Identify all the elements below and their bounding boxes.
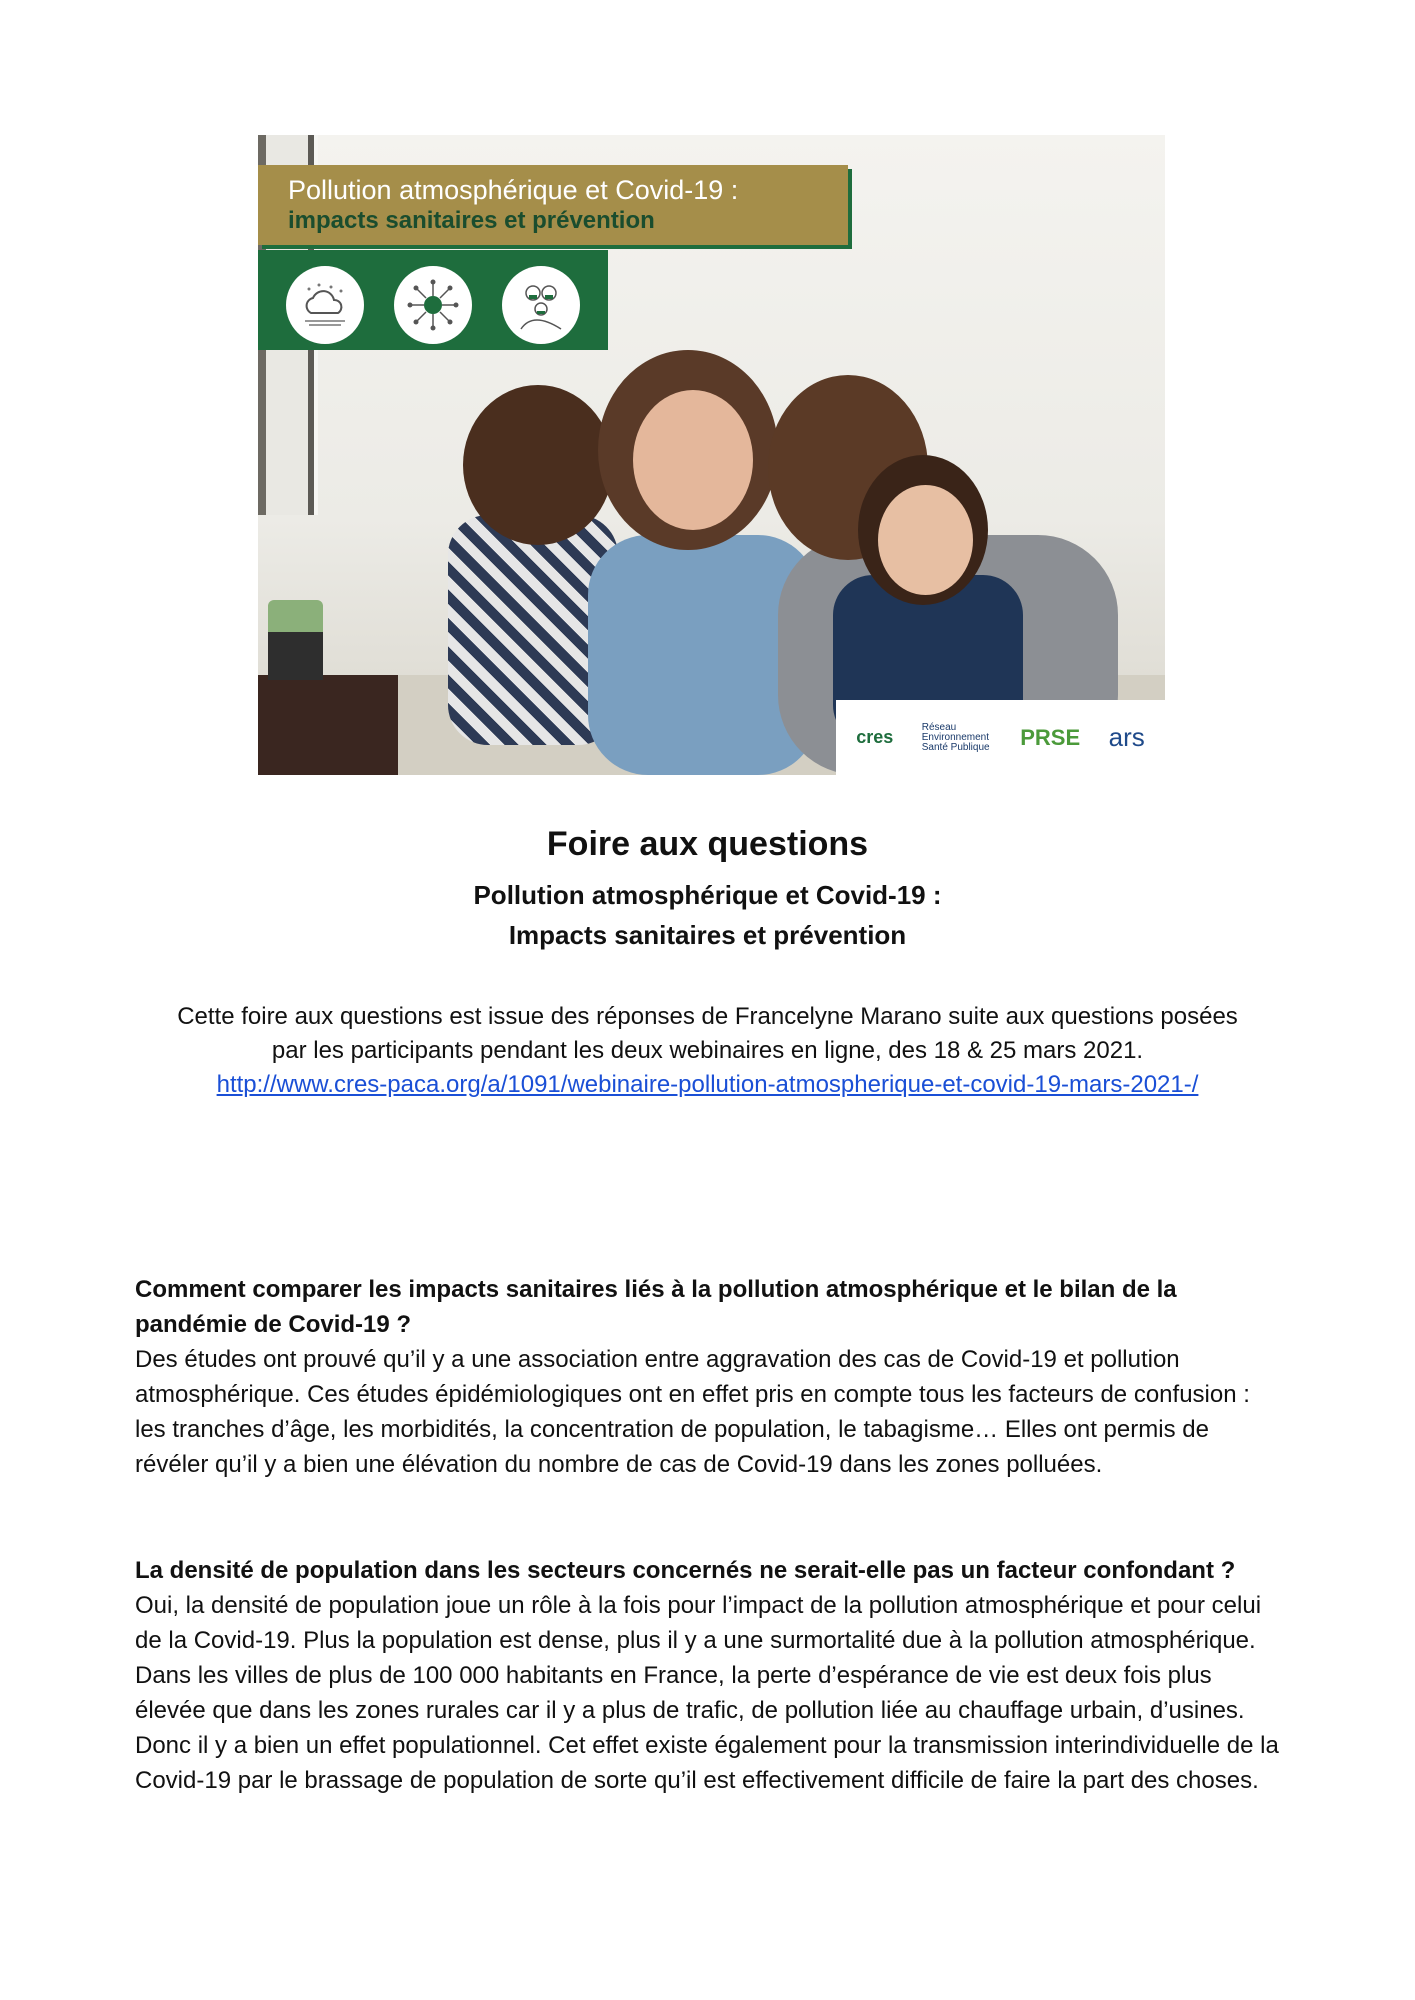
faq-answer: Des études ont prouvé qu’il y a une association entre aggravation des cas de Covid-19 et pollution atmosphérique. Ces études épidémiologiques ont en effet pris en compte tous les facteurs de confusion : les tranches d’âge, les morbidités, la concentration de population, le tabagisme… Elles ont permis de révéler qu’il y a bien une élévation du nombre de cas de Covid-19 dans les zones polluées. <box>135 1346 1250 1478</box>
intro-text-line2: par les participants pendant les deux webinaires en ligne, des 18 & 25 mars 2021. <box>271 1037 1144 1064</box>
banner-title-line1: Pollution atmosphérique et Covid-19 : <box>288 175 739 205</box>
banner-title-band <box>258 165 848 245</box>
partner-logos <box>836 700 1165 775</box>
intro-paragraph <box>120 1000 1295 1102</box>
webinar-link[interactable]: http://www.cres-paca.org/a/1091/webinaire-pollution-atmospherique-et-covid-19-mars-2021-/ <box>216 1071 1199 1098</box>
faq-question: Comment comparer les impacts sanitaires liés à la pollution atmosphérique et le bilan de la pandémie de Covid-19 ? <box>135 1276 1177 1338</box>
page-subtitle-line1: Pollution atmosphérique et Covid-19 : <box>473 880 942 910</box>
intro-text-line1: Cette foire aux questions est issue des réponses de Francelyne Marano suite aux questions posées <box>177 1003 1238 1030</box>
faq-item <box>135 1272 1285 1482</box>
ars-logo: ars <box>1108 722 1145 752</box>
girl-head <box>463 385 613 545</box>
page-title: Foire aux questions <box>546 825 869 863</box>
family-masks-icon <box>502 266 580 344</box>
reseau-logo: Réseau Environnement Santé Publique <box>921 721 990 753</box>
mother-face <box>633 390 753 530</box>
virus-icon <box>394 266 472 344</box>
cloud-pollution-icon <box>286 266 364 344</box>
page-subtitle-line2: Impacts sanitaires et prévention <box>508 920 907 950</box>
plant-background <box>268 600 323 680</box>
banner-icon-band <box>258 250 608 350</box>
faq-item <box>135 1553 1285 1798</box>
boy-face <box>878 485 973 595</box>
faq-question: La densité de population dans les secteurs concernés ne serait-elle pas un facteur confondant ? <box>135 1557 1236 1584</box>
cres-logo: cres <box>856 727 894 747</box>
prse-logo: PRSE <box>1020 724 1081 750</box>
hero-banner-image <box>258 135 1165 775</box>
banner-title-line2: impacts sanitaires et prévention <box>288 207 655 234</box>
faq-answer: Oui, la densité de population joue un rôle à la fois pour l’impact de la pollution atmosphérique et pour celui de la Covid-19. Plus la population est dense, plus il y a une surmortalité due à la pollution atmosphérique. Dans les villes de plus de 100 000 habitants en France, la perte d’espérance de vie est deux fois plus élevée que dans les zones rurales car il y a plus de trafic, de pollution liée au chauffage urbain, d’usines. Donc il y a bien un effet populationnel. Cet effet existe également pour la transmission interindividuelle de la Covid-19 par le brassage de population de sorte qu’il est effectivement difficile de faire la part des choses. <box>135 1592 1279 1794</box>
